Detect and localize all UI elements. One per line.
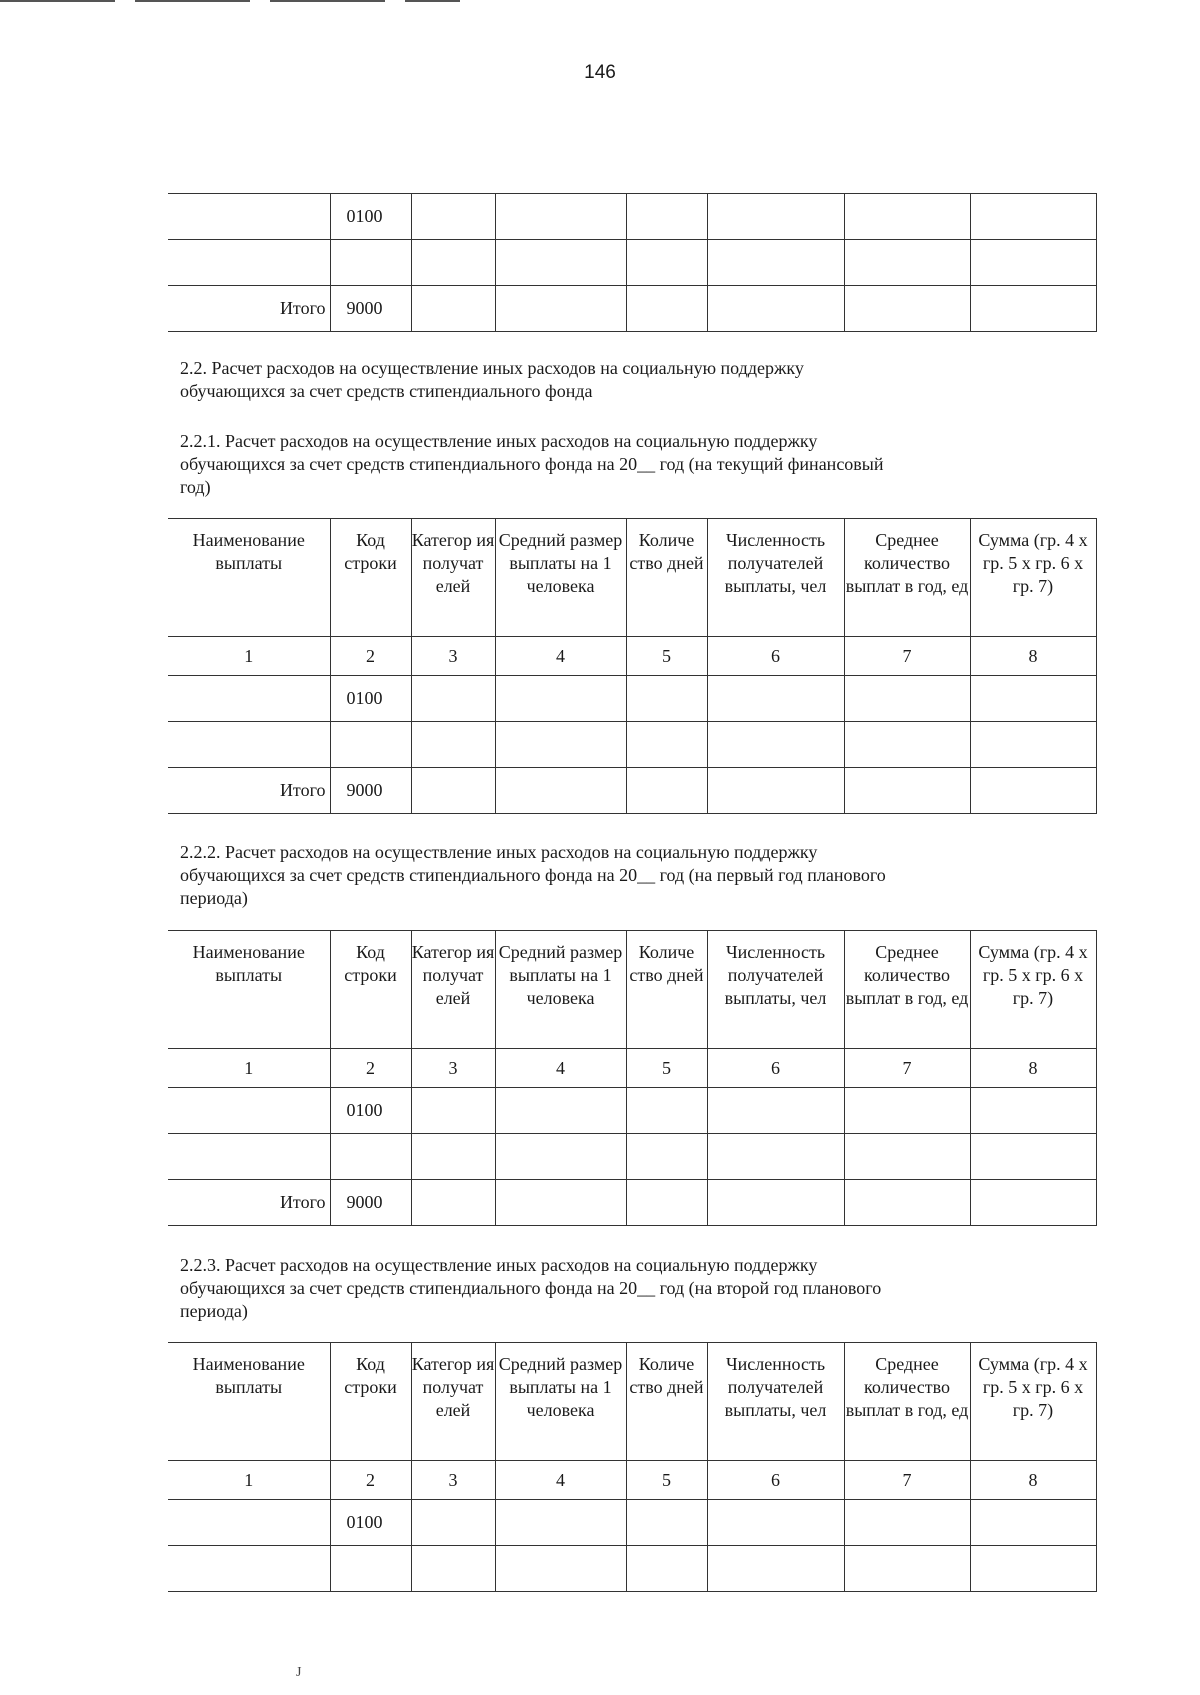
scan-edge-artifact xyxy=(0,0,460,2)
column-number: 4 xyxy=(495,1461,626,1500)
column-number: 3 xyxy=(411,1461,495,1500)
table-row xyxy=(168,1088,1096,1134)
col-header: Средний размер выплаты на 1 человека xyxy=(495,931,626,1049)
column-number: 6 xyxy=(707,1461,844,1500)
table-2-2-1 xyxy=(168,518,1097,814)
column-number: 6 xyxy=(707,637,844,676)
col-header: Сумма (гр. 4 х гр. 5 х гр. 6 х гр. 7) xyxy=(970,1343,1096,1461)
column-number: 2 xyxy=(330,1461,411,1500)
column-number: 6 xyxy=(707,1049,844,1088)
col-header: Количе ство дней xyxy=(626,1343,707,1461)
col-header: Среднее количество выплат в год, ед xyxy=(844,1343,970,1461)
col-header: Численность получателей выплаты, чел xyxy=(707,931,844,1049)
row-code: 0100 xyxy=(330,676,411,722)
col-header: Наименование выплаты xyxy=(168,1343,330,1461)
col-header: Наименование выплаты xyxy=(168,519,330,637)
total-code: 9000 xyxy=(330,1180,411,1226)
total-row xyxy=(168,1180,1096,1226)
column-number: 8 xyxy=(970,1049,1096,1088)
total-row xyxy=(168,768,1096,814)
col-header: Категор ия получат елей xyxy=(411,1343,495,1461)
table-2-2-2 xyxy=(168,930,1097,1226)
column-number: 5 xyxy=(626,1049,707,1088)
table-cell xyxy=(168,194,330,240)
section-2-2-heading: 2.2. Расчет расходов на осуществление иных расходов на социальную поддержку обучающихся за счет средств стипендиального фонда xyxy=(180,358,804,401)
row-code: 0100 xyxy=(330,194,411,240)
col-header: Код строки xyxy=(330,1343,411,1461)
column-number: 4 xyxy=(495,1049,626,1088)
column-number: 3 xyxy=(411,637,495,676)
column-number: 1 xyxy=(168,637,330,676)
table-row xyxy=(168,722,1096,768)
column-number-row xyxy=(168,637,1096,676)
scan-mark: J xyxy=(296,1665,302,1680)
table-row xyxy=(168,1500,1096,1546)
col-header: Количе ство дней xyxy=(626,931,707,1049)
table-row xyxy=(168,240,1096,286)
col-header: Численность получателей выплаты, чел xyxy=(707,519,844,637)
column-number: 7 xyxy=(844,1049,970,1088)
column-number-row xyxy=(168,1049,1096,1088)
column-number: 4 xyxy=(495,637,626,676)
section-2-2-1-heading: 2.2.1. Расчет расходов на осуществление иных расходов на социальную поддержку обучающихся за счет средств стипендиального фонда на 20__ год (на текущий финансовый год) xyxy=(180,431,884,497)
column-number: 1 xyxy=(168,1461,330,1500)
col-header: Средний размер выплаты на 1 человека xyxy=(495,1343,626,1461)
col-header: Наименование выплаты xyxy=(168,931,330,1049)
col-header: Количе ство дней xyxy=(626,519,707,637)
table-row xyxy=(168,1546,1096,1592)
table-row xyxy=(168,676,1096,722)
column-number: 1 xyxy=(168,1049,330,1088)
total-label: Итого xyxy=(168,286,330,332)
column-number: 7 xyxy=(844,637,970,676)
col-header: Среднее количество выплат в год, ед xyxy=(844,931,970,1049)
section-2-2-2-heading: 2.2.2. Расчет расходов на осуществление иных расходов на социальную поддержку обучающихся за счет средств стипендиального фонда на 20__ год (на первый год планового периода) xyxy=(180,842,886,908)
column-number: 8 xyxy=(970,1461,1096,1500)
table-row xyxy=(168,194,1096,240)
column-number: 7 xyxy=(844,1461,970,1500)
col-header: Сумма (гр. 4 х гр. 5 х гр. 6 х гр. 7) xyxy=(970,931,1096,1049)
total-code: 9000 xyxy=(330,286,411,332)
column-number: 2 xyxy=(330,637,411,676)
continuation-table xyxy=(168,193,1097,332)
column-number-row xyxy=(168,1461,1096,1500)
column-number: 8 xyxy=(970,637,1096,676)
page-number: 146 xyxy=(584,62,616,83)
total-label: Итого xyxy=(168,1180,330,1226)
section-2-2-3-heading: 2.2.3. Расчет расходов на осуществление иных расходов на социальную поддержку обучающихся за счет средств стипендиального фонда на 20__ год (на второй год планового периода) xyxy=(180,1255,882,1321)
col-header: Категор ия получат елей xyxy=(411,931,495,1049)
col-header: Численность получателей выплаты, чел xyxy=(707,1343,844,1461)
column-number: 5 xyxy=(626,637,707,676)
table-header-row xyxy=(168,1343,1096,1461)
table-row xyxy=(168,1134,1096,1180)
table-2-2-3 xyxy=(168,1342,1097,1592)
column-number: 3 xyxy=(411,1049,495,1088)
col-header: Код строки xyxy=(330,931,411,1049)
table-header-row xyxy=(168,931,1096,1049)
col-header: Код строки xyxy=(330,519,411,637)
col-header: Среднее количество выплат в год, ед xyxy=(844,519,970,637)
total-code: 9000 xyxy=(330,768,411,814)
row-code: 0100 xyxy=(330,1088,411,1134)
col-header: Сумма (гр. 4 х гр. 5 х гр. 6 х гр. 7) xyxy=(970,519,1096,637)
total-row xyxy=(168,286,1096,332)
table-header-row xyxy=(168,519,1096,637)
col-header: Средний размер выплаты на 1 человека xyxy=(495,519,626,637)
total-label: Итого xyxy=(168,768,330,814)
col-header: Категор ия получат елей xyxy=(411,519,495,637)
column-number: 5 xyxy=(626,1461,707,1500)
column-number: 2 xyxy=(330,1049,411,1088)
row-code: 0100 xyxy=(330,1500,411,1546)
